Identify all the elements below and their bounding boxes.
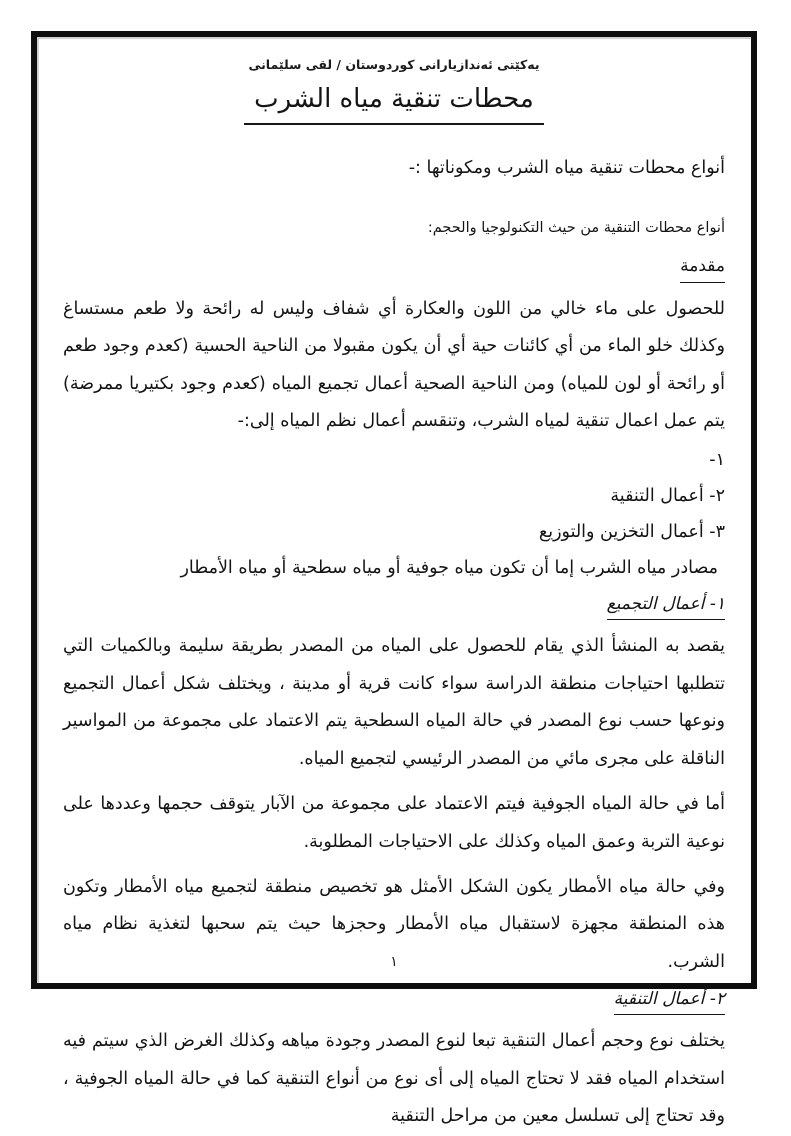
intro-heading: مقدمة: [680, 256, 725, 283]
intro-heading-wrap: [63, 256, 725, 283]
types-heading: أنواع محطات تنقية مياه الشرب ومكوناتها :-: [408, 158, 725, 178]
section1-heading-wrap: [63, 594, 725, 620]
section2-paragraph: يختلف نوع وحجم أعمال التنقية تبعا لنوع المصدر وجودة مياهه وكذلك الغرض الذي سيتم فيه استخدام المياه فقد لا تحتاج المياه إلى أى نوع من أنواع التنقية كما في حالة المياه الجوفية ، وقد تحتاج إلى تسلسل معين من مراحل التنقية: [63, 1031, 725, 1127]
technology-size-line: أنواع محطات التنقية من حيث التكنولوجيا والحجم:: [427, 220, 725, 236]
section1-paragraph: أما في حالة المياه الجوفية فيتم الاعتماد على مجموعة من الآبار يتوقف حجمها وعددها على نوعية التربة وعمق المياه وكذلك على الاحتياجات المطلوبة.: [63, 794, 725, 852]
section1-heading: ١- أعمال التجميع: [607, 594, 725, 620]
works-list: [63, 443, 725, 551]
list-item: ٢- أعمال التنقية: [610, 485, 725, 506]
water-sources-line: مصادر مياه الشرب إما أن تكون مياه جوفية أو مياه سطحية أو مياه الأمطار: [180, 558, 718, 579]
page-border-frame: [31, 31, 757, 1127]
section2-heading: ٢- أعمال التنقية: [614, 989, 725, 1015]
intro-paragraph: للحصول على ماء خالي من اللون والعكارة أي شفاف وليس له رائحة ولا طعم مستساغ وكذلك خلو الماء من أي كائنات حية أي أن يكون مقبولا من الناحية الحسية (كعدم وجود طعم أو رائحة أو لون للمياه) ومن الناحية الصحية أعمال تجميع المياه (كعدم وجود بكتيريا ممرضة) يتم عمل اعمال تنقية لمياه الشرب، وتنقسم أعمال نظم المياه إلى:-: [63, 299, 725, 432]
page-content: [37, 37, 751, 1127]
organization-header: يەكێتى ئەندازيارانى كوردوستان / لقى سلێمانى: [248, 57, 540, 72]
section2-heading-wrap: [63, 989, 725, 1015]
list-item: ١-: [709, 449, 725, 470]
page-number: ١: [390, 954, 398, 970]
section1-paragraph: وفي حالة مياه الأمطار يكون الشكل الأمثل هو تخصيص منطقة لتجميع مياه الأمطار وتكون هذه المنطقة مجهزة لاستقبال مياه الأمطار وحجزها حيث يتم سحبها لتغذية نظام مياه الشرب.: [63, 877, 725, 972]
document-title: محطات تنقية مياه الشرب: [244, 84, 544, 125]
document-title-wrap: [63, 84, 725, 125]
section1-paragraph: يقصد به المنشأ الذي يقام للحصول على المياه من المصدر بطريقة سليمة وبالكميات التي تتطلبها احتياجات منطقة الدراسة سواء كانت قرية أو مدينة ، ويختلف شكل أعمال التجميع ونوعها حسب نوع المصدر في حالة المياه السطحية يتم الاعتماد على مجموعة من المواسير الناقلة على مجرى مائي من المصدر الرئيسي لتجميع المياه.: [63, 636, 725, 769]
list-item: ٣- أعمال التخزين والتوزيع: [538, 521, 725, 542]
